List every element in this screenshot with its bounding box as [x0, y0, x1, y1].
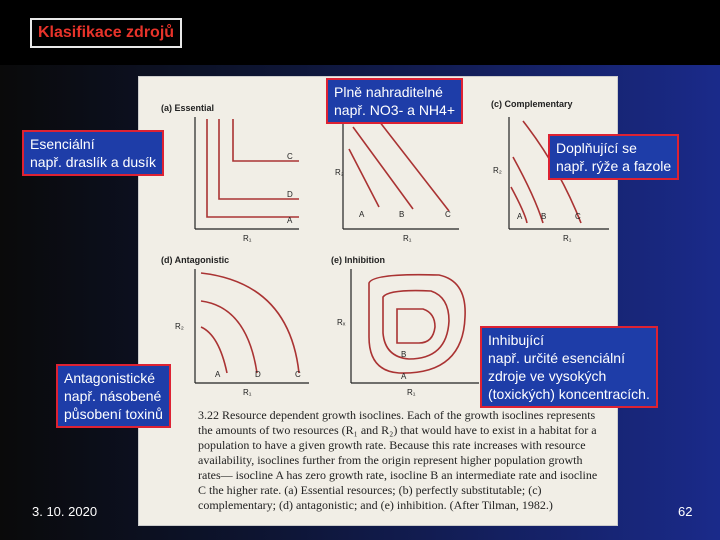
- callout-complementary-example: např. rýže a fazole: [556, 158, 672, 174]
- panel-d-isoline-c: [201, 273, 299, 373]
- panel-e-isoline-c: [397, 309, 435, 343]
- panel-d-isoline-b: [201, 301, 257, 373]
- slide-page-number: 62: [678, 504, 693, 519]
- panel-d-isoline-a: [201, 327, 227, 373]
- panel-e-label: (e) Inhibition: [331, 255, 385, 265]
- panel-b-r1: R₁: [403, 234, 412, 243]
- callout-antagonistic-line3: působení toxinů: [64, 406, 163, 422]
- panel-e-rx: Rₓ: [337, 318, 346, 327]
- callout-inhibition-line2: např. určité esenciální: [488, 350, 625, 366]
- panel-a-label-c: C: [287, 152, 293, 161]
- callout-essential-title: Esenciální: [30, 136, 95, 152]
- callout-inhibition-line4: (toxických) koncentracích.: [488, 386, 650, 402]
- callout-essential: [22, 130, 164, 176]
- slide-title: Klasifikace zdrojů: [30, 18, 182, 48]
- panel-d-label: (d) Antagonistic: [161, 255, 230, 265]
- callout-substitutable-example: např. NO3- a NH4+: [334, 102, 455, 118]
- callout-antagonistic-line2: např. násobené: [64, 388, 162, 404]
- panel-b-isoline-c: [379, 121, 449, 211]
- panel-a-isoline-a: [207, 119, 299, 217]
- callout-antagonistic-title: Antagonistické: [64, 370, 156, 386]
- panel-c-label-c: C: [575, 212, 581, 221]
- panel-d-label-c: C: [295, 370, 301, 379]
- panel-b-isoline-b: [353, 127, 413, 209]
- panel-b-label-c: C: [445, 210, 451, 219]
- callout-complementary: [548, 134, 679, 180]
- panel-b-r2: R₂: [335, 168, 344, 177]
- figure-caption: 3.22 Resource dependent growth isoclines. Each of the growth isoclines represents the amounts of two resources (R₁ and R₂) that would have to exist in a habitat for a population to have a given growth rate. Because this rate increases with resource availability, isoclines further from the origin represent higher population growth rates— isocline A has zero growth rate, isocline B an intermediate rate and isocline C the higher rate. (a) Essential resources; (b) perfectly substitutable; (c) complementary; (d) antagonistic; and (e) inhibition. (After Tilman, 1982.): [198, 408, 598, 512]
- panel-a-r1: R₁: [243, 234, 252, 243]
- panel-c-r1: R₁: [563, 234, 572, 243]
- callout-substitutable: [326, 78, 463, 124]
- panel-c-label-b: B: [541, 212, 547, 221]
- panel-e-r1: R₁: [407, 388, 416, 397]
- callout-inhibition-title: Inhibující: [488, 332, 545, 348]
- panel-b-label-b: B: [399, 210, 405, 219]
- panel-d-r2: R₂: [175, 322, 184, 331]
- panel-a-label-a: A: [287, 216, 293, 225]
- slide-date: 3. 10. 2020: [32, 504, 98, 519]
- panel-d-r1: R₁: [243, 388, 252, 397]
- panel-e-isoline-b: [383, 291, 449, 359]
- callout-substitutable-title: Plně nahraditelné: [334, 84, 443, 100]
- panel-e-label-a: A: [401, 372, 407, 381]
- panel-a-label: (a) Essential: [161, 103, 215, 113]
- callout-inhibition: [480, 326, 658, 408]
- panel-b-label-a: A: [359, 210, 365, 219]
- panel-e-label-b: B: [401, 350, 407, 359]
- panel-d-label-d: D: [255, 370, 261, 379]
- panel-c-r2: R₂: [493, 166, 502, 175]
- callout-essential-example: např. draslík a dusík: [30, 154, 157, 170]
- callout-complementary-title: Doplňující se: [556, 140, 637, 156]
- panel-e-axes: [351, 269, 479, 383]
- callout-antagonistic: [56, 364, 171, 428]
- panel-c-label: (c) Complementary: [491, 99, 573, 109]
- panel-a-label-d: D: [287, 190, 293, 199]
- panel-d-label-a: A: [215, 370, 221, 379]
- panel-a-axes: [195, 117, 299, 229]
- panel-d-axes: [195, 269, 309, 383]
- panel-c-label-a: A: [517, 212, 523, 221]
- callout-inhibition-line3: zdroje ve vysokých: [488, 368, 607, 384]
